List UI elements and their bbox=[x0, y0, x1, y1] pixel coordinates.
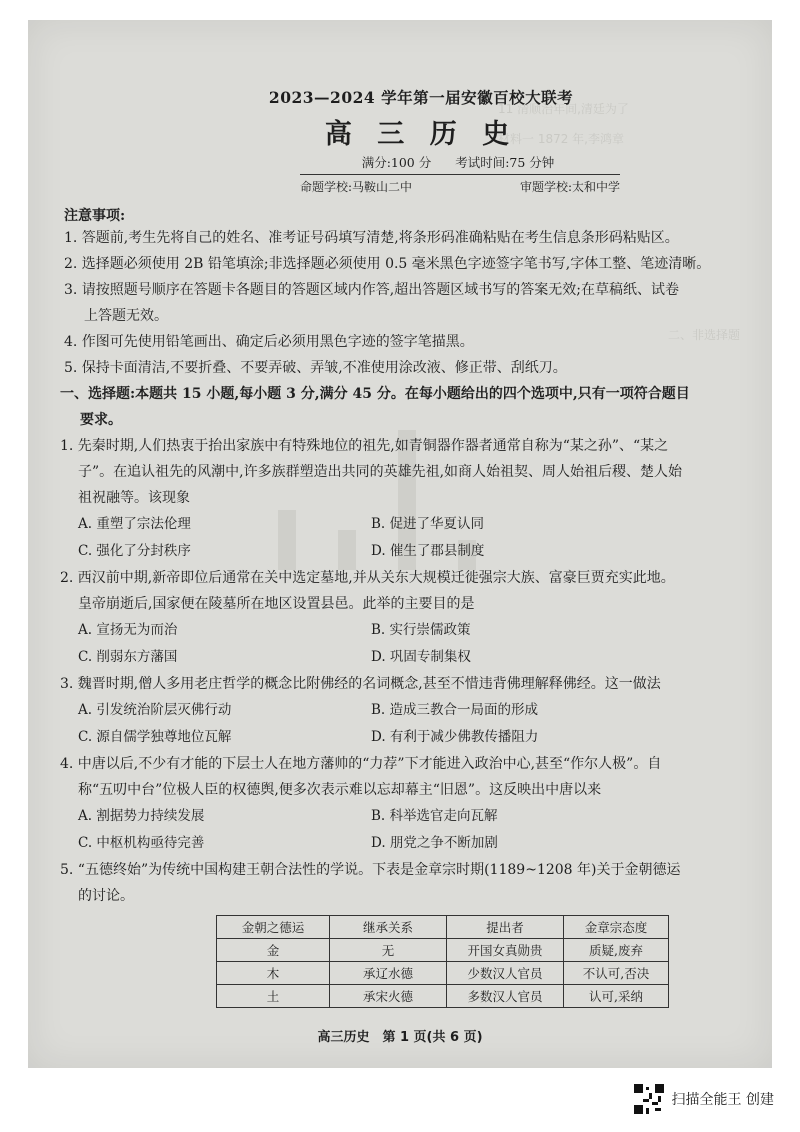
ghost-line: 11 清顺治年间,清廷为了 bbox=[498, 102, 629, 116]
table-row bbox=[217, 985, 669, 1008]
question-stem-line: 3. 魏晋时期,僧人多用老庄哲学的概念比附佛经的名词概念,甚至不惜违背佛理解释佛经。这一做法 bbox=[60, 676, 661, 692]
option: A. 重塑了宗法伦理 bbox=[78, 516, 191, 532]
ghost-line: 二、非选择题 bbox=[668, 328, 741, 342]
option: B. 实行崇儒政策 bbox=[371, 622, 471, 638]
question-stem-line: 皇帝崩逝后,国家便在陵墓所在地区设置县邑。此举的主要目的是 bbox=[78, 596, 475, 612]
question-stem-line: 子”。在追认祖先的风潮中,许多族群塑造出共同的英雄先祖,如商人始祖契、周人始祖后稷、楚人始 bbox=[78, 464, 683, 480]
setter-school: 命题学校:马鞍山二中 bbox=[300, 180, 413, 194]
question-3 bbox=[60, 671, 772, 697]
table-cell: 少数汉人官员 bbox=[447, 962, 564, 985]
option: B. 造成三教合一局面的形成 bbox=[371, 702, 539, 718]
notice-item: 4. 作图可先使用铅笔画出、确定后必须用黑色字迹的签字笔描黑。 bbox=[64, 334, 474, 350]
question-stem-line: 2. 西汉前中期,新帝即位后通常在关中选定墓地,并从关东大规模迁徙强宗大族、富豪巨贾充实此地。 bbox=[60, 570, 675, 586]
question-2 bbox=[60, 565, 772, 617]
notice-item: 1. 答题前,考生先将自己的姓名、准考证号码填写清楚,将条形码准确粘贴在考生信息条形码粘贴区。 bbox=[64, 230, 679, 246]
option: D. 催生了郡县制度 bbox=[371, 543, 485, 559]
option: D. 朋党之争不断加剧 bbox=[371, 835, 498, 851]
option: D. 有利于减少佛教传播阻力 bbox=[371, 729, 539, 745]
table-cell: 无 bbox=[330, 939, 447, 962]
question-stem-line: 4. 中唐以后,不少有才能的下层士人在地方藩帅的“力荐”下才能进入政治中心,甚至“作尔人极”。自 bbox=[60, 756, 662, 772]
table-header: 金章宗态度 bbox=[564, 916, 669, 939]
question-3-options bbox=[78, 697, 772, 751]
scanned-paper bbox=[28, 20, 772, 1068]
option: C. 中枢机构亟待完善 bbox=[78, 835, 205, 851]
table-cell: 土 bbox=[217, 985, 330, 1008]
table-cell: 承辽水德 bbox=[330, 962, 447, 985]
notice-item: 2. 选择题必须使用 2B 铅笔填涂;非选择题必须使用 0.5 毫米黑色字迹签字笔书写,字体工整、笔迹清晰。 bbox=[64, 256, 711, 272]
section-line: 要求。 bbox=[80, 412, 122, 428]
notice-item-continued: 上答题无效。 bbox=[84, 308, 168, 324]
question-5 bbox=[60, 857, 772, 909]
table-cell: 金 bbox=[217, 939, 330, 962]
notice-item: 5. 保持卡面清洁,不要折叠、不要弄破、弄皱,不准使用涂改液、修正带、刮纸刀。 bbox=[64, 360, 567, 376]
table-cell: 开国女真勋贵 bbox=[447, 939, 564, 962]
exam-time: 考试时间:75 分钟 bbox=[455, 155, 555, 170]
table-cell: 认可,采纳 bbox=[564, 985, 669, 1008]
table-cell: 多数汉人官员 bbox=[447, 985, 564, 1008]
question-stem-line: 5. “五德终始”为传统中国构建王朝合法性的学说。下表是金章宗时期(1189~1208 年)关于金朝德运 bbox=[60, 862, 681, 878]
question-stem-line: 称“五叨中台”位极人臣的权德舆,便多次表示难以忘却幕主“旧恩”。这反映出中唐以来 bbox=[78, 782, 602, 798]
question-stem-line: 祖祝融等。该现象 bbox=[78, 490, 190, 506]
table-header: 金朝之德运 bbox=[217, 916, 330, 939]
table-row bbox=[217, 939, 669, 962]
reviewer-school: 审题学校:太和中学 bbox=[519, 180, 620, 194]
option: B. 促进了华夏认同 bbox=[371, 516, 485, 532]
qr-code-icon bbox=[634, 1084, 664, 1114]
table-header: 继承关系 bbox=[330, 916, 447, 939]
table-cell: 不认可,否决 bbox=[564, 962, 669, 985]
notice-item: 3. 请按照题号顺序在答题卡各题目的答题区域内作答,超出答题区域书写的答案无效;在草稿纸、试卷 bbox=[64, 282, 679, 298]
table-header: 提出者 bbox=[447, 916, 564, 939]
option: B. 科举选官走向瓦解 bbox=[371, 808, 498, 824]
question-4 bbox=[60, 751, 772, 803]
question-stem-line: 1. 先秦时期,人们热衷于抬出家族中有特殊地位的祖先,如青铜器作器者通常自称为“某之孙”、“某之 bbox=[60, 438, 669, 454]
option: C. 源自儒学独尊地位瓦解 bbox=[78, 729, 232, 745]
subject-title: 高 三 历 史 bbox=[324, 119, 518, 150]
table-cell: 承宋火德 bbox=[330, 985, 447, 1008]
ghost-line: 材料一 1872 年,李鸿章 bbox=[498, 132, 624, 146]
option: C. 削弱东方藩国 bbox=[78, 649, 178, 665]
option: A. 引发统治阶层灭佛行动 bbox=[78, 702, 232, 718]
option: A. 割据势力持续发展 bbox=[78, 808, 205, 824]
question-4-options bbox=[78, 803, 772, 857]
table-cell: 木 bbox=[217, 962, 330, 985]
option: A. 宣扬无为而治 bbox=[78, 622, 178, 638]
section-line: 一、选择题:本题共 15 小题,每小题 3 分,满分 45 分。在每小题给出的四个选项中,只有一项符合题目 bbox=[60, 386, 690, 402]
question-1 bbox=[60, 433, 772, 511]
jin-dynasty-virtue-table bbox=[216, 915, 669, 1008]
score-info bbox=[136, 153, 772, 171]
notice-heading: 注意事项: bbox=[64, 208, 126, 224]
table-cell: 质疑,废弃 bbox=[564, 939, 669, 962]
option: D. 巩固专制集权 bbox=[371, 649, 471, 665]
question-stem-line: 的讨论。 bbox=[78, 888, 134, 904]
full-score: 满分:100 分 bbox=[361, 155, 432, 170]
scanner-watermark bbox=[634, 1084, 774, 1114]
exam-content bbox=[60, 86, 772, 1008]
question-2-options bbox=[78, 617, 772, 671]
table-header-row bbox=[217, 916, 669, 939]
page-footer: 高三历史 第 1 页(共 6 页) bbox=[317, 1030, 483, 1045]
school-info bbox=[300, 174, 620, 195]
exam-title: 2023—2024 学年第一届安徽百校大联考 bbox=[268, 88, 574, 107]
watermark-text: 扫描全能王 创建 bbox=[671, 1092, 774, 1108]
section-heading bbox=[60, 381, 772, 433]
option: C. 强化了分封秩序 bbox=[78, 543, 191, 559]
question-1-options bbox=[78, 511, 772, 565]
table-row bbox=[217, 962, 669, 985]
